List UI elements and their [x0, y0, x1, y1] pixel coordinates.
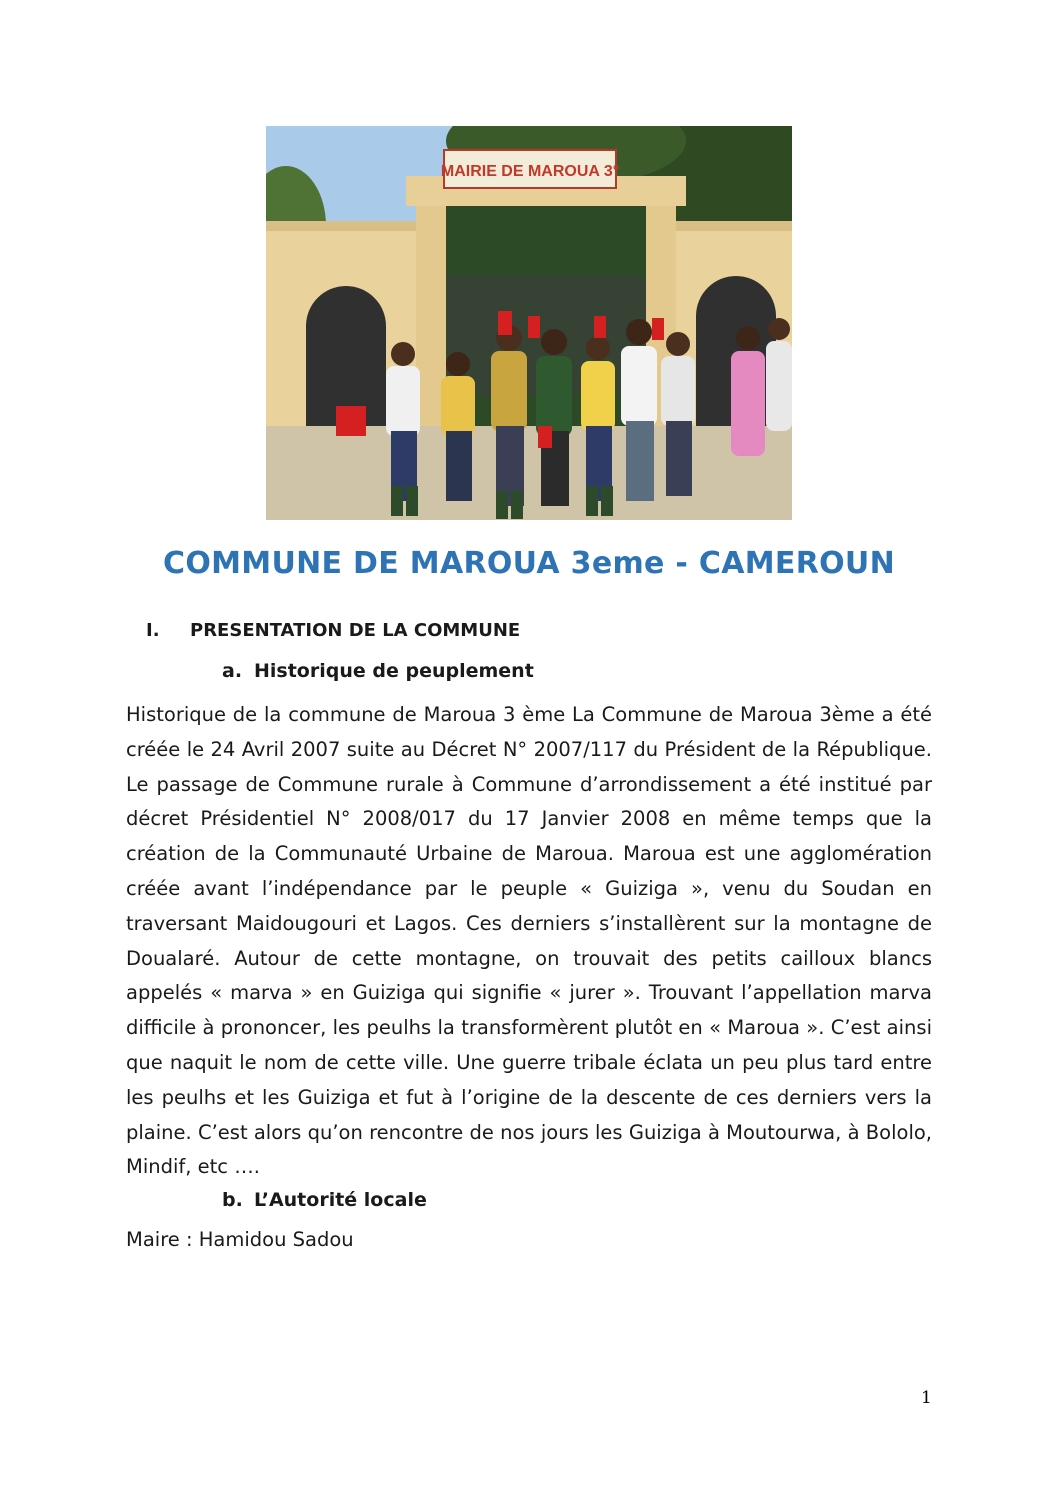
- document-title: COMMUNE DE MAROUA 3eme - CAMEROUN: [163, 546, 895, 581]
- section-title: PRESENTATION DE LA COMMUNE: [190, 620, 521, 641]
- historique-paragraph: Historique de la commune de Maroua 3 ème La Commune de Maroua 3ème a été créée le 24 Avril 2007 suite au Décret N° 2007/117 du Président de la République. Le passage de Commune rurale à Commune d’arrondissement a été institué par décret Présidentiel N° 2008/017 du 17 Janvier 2008 en même temps que la création de la Communauté Urbaine de Maroua. Maroua est une agglomération créée avant l’indépendance par le peuple « Guiziga », venu du Soudan en traversant Maidougouri et Lagos. Ces derniers s’installèrent sur la montagne de Doualaré. Autour de cette montagne, on trouvait des petits cailloux blancs appelés « marva » en Guiziga qui signifie « jurer ». Trouvant l’appellation marva difficile à prononcer, les peulhs la transformèrent plutôt en « Maroua ». C’est ainsi que naquit le nom de cette ville. Une guerre tribale éclata un peu plus tard entre les peulhs et les Guiziga et fut à l’origine de la descente de ces derniers vers la plaine. C’est alors qu’on rencontre de nos jours les Guiziga à Moutourwa, à Bololo, Mindif, etc ….: [126, 703, 932, 1179]
- page-number: 1: [921, 1388, 932, 1408]
- subsection-title: Historique de peuplement: [254, 660, 534, 682]
- subsection-heading-autorite: [222, 1189, 427, 1211]
- section-number: I.: [146, 620, 160, 641]
- subsection-letter: b.: [222, 1189, 243, 1211]
- subsection-letter: a.: [222, 660, 243, 682]
- gate-sign-text: MAIRIE DE MAROUA 3°: [440, 163, 620, 180]
- subsection-title: L’Autorité locale: [254, 1189, 427, 1211]
- town-hall-photo: [266, 126, 792, 520]
- mayor-line: Maire : Hamidou Sadou: [126, 1228, 354, 1251]
- subsection-heading-historique: [222, 660, 534, 682]
- section-heading-presentation: [146, 620, 520, 641]
